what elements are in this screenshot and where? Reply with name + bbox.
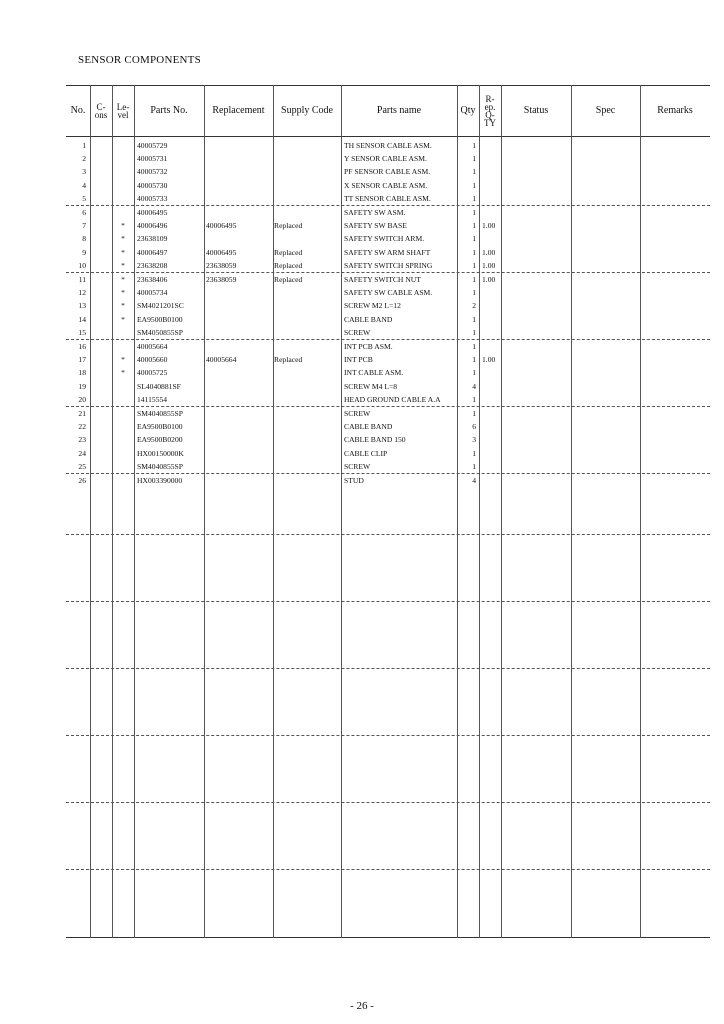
row-replacement (206, 460, 274, 473)
row-supply-code (274, 179, 342, 192)
row-qty: 1 (472, 341, 476, 351)
row-rep-qty (482, 299, 504, 312)
row-replacement (206, 206, 274, 219)
row-rep-qty (482, 366, 504, 379)
row-rep-qty (482, 206, 504, 219)
header-cons (90, 85, 112, 136)
table-row (66, 206, 710, 219)
row-qty: 1 (472, 354, 476, 364)
row-parts-name: CABLE CLIP (344, 448, 388, 458)
row-supply-code (274, 393, 342, 406)
row-number: 10 (78, 261, 86, 271)
header-level-bottom: vel (117, 109, 129, 120)
row-parts-name: SCREW M4 L=8 (344, 381, 398, 391)
row-rep-qty (482, 433, 504, 446)
row-replacement (206, 407, 274, 420)
row-level-marker (112, 433, 134, 446)
row-qty: 1 (472, 220, 476, 230)
row-supply-code (274, 433, 342, 446)
row-level-marker (112, 326, 134, 339)
row-rep-qty: 1.00 (482, 220, 496, 230)
row-qty: 1 (472, 247, 476, 257)
row-parts-no: EA9500B0200 (137, 435, 183, 445)
row-parts-name: INT PCB ASM. (344, 341, 393, 351)
row-qty: 1 (472, 180, 476, 190)
table-bottom-border (66, 937, 710, 938)
row-parts-no: 40005731 (137, 153, 168, 163)
row-replacement: 23638059 (206, 261, 237, 271)
table-row (66, 152, 710, 165)
row-replacement (206, 326, 274, 339)
row-parts-no: 40006495 (137, 207, 168, 217)
row-parts-no: 23638406 (137, 274, 168, 284)
row-number: 13 (78, 301, 86, 311)
row-number: 17 (78, 354, 86, 364)
row-parts-name: SAFETY SW BASE (344, 220, 407, 230)
table-row (66, 139, 710, 152)
row-supply-code: Replaced (274, 220, 303, 230)
row-qty: 1 (472, 314, 476, 324)
row-rep-qty (482, 232, 504, 245)
row-parts-name: HEAD GROUND CABLE A.A (344, 395, 441, 405)
row-group-divider (66, 534, 710, 535)
row-qty: 1 (472, 462, 476, 472)
row-number: 19 (78, 381, 86, 391)
row-parts-no: SM4040855SP (137, 462, 184, 472)
table-row (66, 219, 710, 232)
row-rep-qty (482, 420, 504, 433)
row-qty: 4 (472, 475, 476, 485)
row-parts-no: 23638208 (137, 261, 168, 271)
header-rep-qty-line2: ep. (484, 101, 496, 112)
table-row (66, 420, 710, 433)
row-rep-qty (482, 460, 504, 473)
header-remarks: Remarks (657, 104, 693, 116)
row-parts-no: SM4040855SP (137, 408, 184, 418)
row-parts-no: HX003390000 (137, 475, 183, 485)
header-replacement: Replacement (212, 104, 265, 116)
row-qty: 6 (472, 421, 476, 431)
row-parts-no: 40005733 (137, 194, 168, 204)
row-replacement (206, 152, 274, 165)
table-row (66, 407, 710, 420)
header-rep-qty-line3: Q- (485, 109, 495, 120)
row-supply-code (274, 313, 342, 326)
table-row (66, 232, 710, 245)
row-parts-name: Y SENSOR CABLE ASM. (344, 153, 427, 163)
row-level-marker: * (121, 220, 125, 230)
row-supply-code (274, 366, 342, 379)
row-parts-name: SCREW (344, 462, 371, 472)
row-rep-qty (482, 286, 504, 299)
row-supply-code (274, 165, 342, 178)
row-replacement: 40005664 (206, 354, 237, 364)
row-group-divider (66, 802, 710, 803)
page-title: SENSOR COMPONENTS (78, 54, 201, 66)
header-level-top: Le- (116, 101, 130, 112)
row-level-marker (112, 192, 134, 205)
table-row (66, 286, 710, 299)
row-replacement (206, 393, 274, 406)
row-qty: 1 (472, 395, 476, 405)
row-supply-code (274, 152, 342, 165)
row-supply-code (274, 326, 342, 339)
row-parts-no: 40005734 (137, 287, 168, 297)
row-supply-code: Replaced (274, 274, 303, 284)
row-replacement (206, 447, 274, 460)
row-group-divider (66, 668, 710, 669)
row-level-marker (112, 165, 134, 178)
row-parts-no: 40005664 (137, 341, 168, 351)
row-group-divider (66, 406, 710, 407)
row-level-marker (112, 460, 134, 473)
table-row (66, 340, 710, 353)
row-level-marker: * (121, 368, 125, 378)
parts-table (66, 85, 710, 938)
table-row (66, 179, 710, 192)
row-supply-code: Replaced (274, 247, 303, 257)
row-number: 2 (82, 153, 86, 163)
row-number: 16 (78, 341, 86, 351)
row-parts-name: SAFETY SW ASM. (344, 207, 406, 217)
row-replacement (206, 380, 274, 393)
row-parts-no: 40006497 (137, 247, 168, 257)
row-supply-code: Replaced (274, 354, 303, 364)
row-level-marker (112, 420, 134, 433)
row-level-marker (112, 179, 134, 192)
row-qty: 1 (472, 261, 476, 271)
row-group-divider (66, 735, 710, 736)
row-qty: 1 (472, 287, 476, 297)
row-rep-qty (482, 393, 504, 406)
row-rep-qty: 1.00 (482, 247, 496, 257)
row-rep-qty (482, 165, 504, 178)
row-replacement (206, 286, 274, 299)
row-replacement (206, 366, 274, 379)
row-parts-name: SAFETY SW CABLE ASM. (344, 287, 433, 297)
row-qty: 3 (472, 435, 476, 445)
row-replacement (206, 340, 274, 353)
row-number: 9 (82, 247, 86, 257)
row-rep-qty (482, 340, 504, 353)
row-supply-code (274, 139, 342, 152)
header-status: Status (523, 104, 549, 116)
row-parts-no: EA9500B0100 (137, 314, 183, 324)
row-qty: 1 (472, 274, 476, 284)
row-replacement (206, 313, 274, 326)
row-number: 23 (78, 435, 86, 445)
row-replacement (206, 179, 274, 192)
row-supply-code (274, 192, 342, 205)
row-level-marker (112, 340, 134, 353)
row-qty: 1 (472, 448, 476, 458)
table-row (66, 474, 710, 487)
row-qty: 1 (472, 153, 476, 163)
row-replacement (206, 192, 274, 205)
table-row (66, 165, 710, 178)
row-group-divider (66, 205, 710, 206)
row-number: 5 (82, 194, 86, 204)
row-level-marker: * (121, 247, 125, 257)
row-qty: 2 (472, 301, 476, 311)
row-replacement (206, 139, 274, 152)
row-qty: 1 (472, 207, 476, 217)
row-parts-no: 40005730 (137, 180, 168, 190)
row-supply-code (274, 286, 342, 299)
table-row (66, 273, 710, 286)
row-parts-name: TH SENSOR CABLE ASM. (344, 140, 432, 150)
row-number: 18 (78, 368, 86, 378)
row-parts-name: SAFETY SW ARM SHAFT (344, 247, 431, 257)
table-row (66, 393, 710, 406)
row-qty: 1 (472, 167, 476, 177)
table-row (66, 313, 710, 326)
row-replacement (206, 165, 274, 178)
row-replacement (206, 420, 274, 433)
row-number: 24 (78, 448, 86, 458)
header-cons-bottom: ons (94, 109, 108, 120)
row-level-marker: * (121, 354, 125, 364)
row-parts-name: SCREW (344, 328, 371, 338)
row-supply-code (274, 447, 342, 460)
row-supply-code: Replaced (274, 261, 303, 271)
row-number: 1 (82, 140, 86, 150)
row-replacement: 23638059 (206, 274, 237, 284)
row-number: 22 (78, 421, 86, 431)
table-row (66, 353, 710, 366)
row-rep-qty (482, 474, 504, 487)
table-row (66, 447, 710, 460)
table-row (66, 366, 710, 379)
row-supply-code (274, 340, 342, 353)
row-parts-name: CABLE BAND (344, 421, 393, 431)
row-parts-no: SM4021201SC (137, 301, 184, 311)
header-rep-qty-line4: TY (484, 117, 496, 128)
row-parts-no: SM4050855SP (137, 328, 184, 338)
row-group-divider (66, 869, 710, 870)
table-row (66, 326, 710, 339)
row-parts-no: 40006496 (137, 220, 168, 230)
row-level-marker: * (121, 314, 125, 324)
row-number: 8 (82, 234, 86, 244)
row-rep-qty: 1.00 (482, 261, 496, 271)
row-number: 21 (78, 408, 86, 418)
row-rep-qty: 1.00 (482, 274, 496, 284)
row-number: 3 (82, 167, 86, 177)
row-parts-name: INT CABLE ASM. (344, 368, 404, 378)
row-parts-no: 23638109 (137, 234, 168, 244)
row-parts-name: X SENSOR CABLE ASM. (344, 180, 428, 190)
row-rep-qty (482, 407, 504, 420)
row-parts-name: STUD (344, 475, 364, 485)
row-number: 11 (78, 274, 86, 284)
row-number: 14 (78, 314, 86, 324)
row-number: 20 (78, 395, 86, 405)
row-parts-name: SAFETY SWITCH ARM. (344, 234, 425, 244)
row-qty: 1 (472, 234, 476, 244)
row-level-marker: * (121, 261, 125, 271)
row-rep-qty (482, 313, 504, 326)
row-parts-name: SCREW M2 L=12 (344, 301, 401, 311)
row-qty: 1 (472, 368, 476, 378)
row-replacement: 40006495 (206, 247, 237, 257)
row-number: 7 (82, 220, 86, 230)
table-row (66, 246, 710, 259)
row-group-divider (66, 272, 710, 273)
table-row (66, 460, 710, 473)
row-level-marker: * (121, 234, 125, 244)
row-qty: 1 (472, 328, 476, 338)
row-supply-code (274, 474, 342, 487)
table-row (66, 380, 710, 393)
row-level-marker (112, 139, 134, 152)
row-replacement: 40006495 (206, 220, 237, 230)
row-replacement (206, 299, 274, 312)
row-number: 4 (82, 180, 86, 190)
header-spec: Spec (595, 104, 616, 116)
row-parts-no: EA9500B0100 (137, 421, 183, 431)
row-replacement (206, 433, 274, 446)
row-parts-no: 40005660 (137, 354, 168, 364)
row-parts-no: 40005729 (137, 140, 168, 150)
header-supply-code: Supply Code (281, 104, 333, 116)
row-level-marker (112, 474, 134, 487)
row-level-marker: * (121, 287, 125, 297)
row-rep-qty (482, 152, 504, 165)
row-level-marker (112, 393, 134, 406)
table-top-border (66, 85, 710, 86)
row-level-marker: * (121, 301, 125, 311)
header-qty: Qty (460, 104, 476, 116)
row-group-divider (66, 601, 710, 602)
row-supply-code (274, 299, 342, 312)
row-supply-code (274, 420, 342, 433)
row-rep-qty (482, 447, 504, 460)
row-level-marker: * (121, 274, 125, 284)
row-number: 6 (82, 207, 86, 217)
header-level (112, 85, 134, 136)
row-level-marker (112, 447, 134, 460)
row-rep-qty: 1.00 (482, 354, 496, 364)
header-parts-no: Parts No. (150, 104, 188, 116)
row-parts-no: SL4040881SF (137, 381, 181, 391)
row-rep-qty (482, 326, 504, 339)
row-parts-name: INT PCB (344, 354, 373, 364)
row-level-marker (112, 407, 134, 420)
row-parts-name: CABLE BAND 150 (344, 435, 406, 445)
table-row (66, 259, 710, 272)
row-qty: 4 (472, 381, 476, 391)
row-replacement (206, 232, 274, 245)
row-qty: 1 (472, 140, 476, 150)
header-bottom-border (66, 136, 710, 137)
row-rep-qty (482, 139, 504, 152)
row-parts-name: SAFETY SWITCH SPRING (344, 261, 433, 271)
row-level-marker (112, 152, 134, 165)
row-replacement (206, 474, 274, 487)
row-parts-name: SCREW (344, 408, 371, 418)
row-level-marker (112, 380, 134, 393)
row-parts-name: TT SENSOR CABLE ASM. (344, 194, 431, 204)
row-number: 15 (78, 328, 86, 338)
row-qty: 1 (472, 194, 476, 204)
row-number: 26 (78, 475, 86, 485)
row-parts-name: SAFETY SWITCH NUT (344, 274, 421, 284)
header-rep-qty (479, 85, 501, 136)
row-rep-qty (482, 179, 504, 192)
header-no: No. (70, 104, 86, 116)
row-qty: 1 (472, 408, 476, 418)
row-parts-name: CABLE BAND (344, 314, 393, 324)
row-supply-code (274, 407, 342, 420)
row-parts-no: 40005732 (137, 167, 168, 177)
row-parts-no: 40005725 (137, 368, 168, 378)
page-number: - 26 - (350, 1000, 374, 1012)
header-cons-top: C- (96, 101, 106, 112)
table-row (66, 192, 710, 205)
row-number: 12 (78, 287, 86, 297)
row-supply-code (274, 380, 342, 393)
row-parts-name: PF SENSOR CABLE ASM. (344, 167, 431, 177)
row-group-divider (66, 339, 710, 340)
header-parts-name: Parts name (376, 104, 422, 116)
header-rep-qty-line1: R- (485, 93, 495, 104)
row-group-divider (66, 473, 710, 474)
row-number: 25 (78, 462, 86, 472)
row-rep-qty (482, 380, 504, 393)
row-supply-code (274, 460, 342, 473)
row-supply-code (274, 206, 342, 219)
table-row (66, 299, 710, 312)
row-supply-code (274, 232, 342, 245)
row-parts-no: HX00150000K (137, 448, 184, 458)
row-level-marker (112, 206, 134, 219)
table-row (66, 433, 710, 446)
row-rep-qty (482, 192, 504, 205)
row-parts-no: 14115554 (137, 395, 168, 405)
